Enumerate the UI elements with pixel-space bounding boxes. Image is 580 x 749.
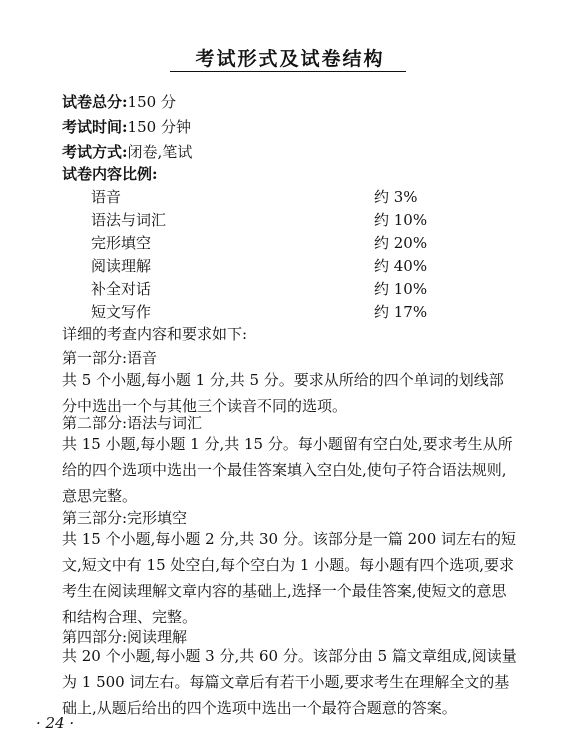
ratio-value: 约 10% [374,211,428,229]
exam-time-label: 考试时间: [62,118,128,136]
exam-mode-value: 闭卷,笔试 [127,143,193,161]
total-score-label: 试卷总分: [62,93,128,111]
ratio-value: 约 20% [374,234,428,252]
ratio-value: 约 10% [374,280,428,298]
page-number: · 24 · [36,714,75,732]
ratio-name: 完形填空 [91,234,152,252]
content-ratio-row [62,164,158,184]
section-heading: 第二部分:语法与词汇 [62,414,203,432]
total-score-row [62,92,176,112]
section-text: 共 20 个小题,每小题 3 分,共 60 分。该部分由 5 篇文章组成,阅读量为 1 500 词左右。每篇文章后有若干小题,要求考生在理解全文的基础上,从题后给出的四个选项中选出一个最符合题意的答案。 [62,647,517,717]
ratio-value: 约 17% [374,303,428,321]
content-ratio-label: 试卷内容比例: [62,165,158,183]
section-text: 共 15 小题,每小题 1 分,共 15 分。每小题留有空白处,要求考生从所给的四个选项中选出一个最佳答案填入空白处,使句子符合语法规则,意思完整。 [62,435,513,505]
details-intro: 详细的考查内容和要求如下: [62,325,248,343]
exam-time-row [62,117,191,137]
exam-mode-label: 考试方式: [62,143,128,161]
page-title: 考试形式及试卷结构 [195,48,385,70]
exam-mode-row [62,142,192,162]
section-heading: 第四部分:阅读理解 [62,628,188,646]
exam-time-value: 150 分钟 [127,118,191,136]
ratio-name: 补全对话 [91,280,152,298]
section-heading: 第三部分:完形填空 [62,509,188,527]
ratio-name: 语法与词汇 [91,211,167,229]
ratio-name: 语音 [91,188,122,206]
ratio-name: 阅读理解 [91,257,152,275]
ratio-name: 短文写作 [91,303,152,321]
ratio-value: 约 40% [374,257,428,275]
section-text: 共 15 个小题,每小题 2 分,共 30 分。该部分是一篇 200 词左右的短文,短文中有 15 处空白,每个空白为 1 小题。每小题有四个选项,要求考生在阅读理解文章内容的基础上,选择一个最佳答案,使短文的意思和结构合理、完整。 [62,530,517,626]
title-underline [170,71,406,72]
total-score-value: 150 分 [127,93,176,111]
section-heading: 第一部分:语音 [62,349,158,367]
section-text: 共 5 个小题,每小题 1 分,共 5 分。要求从所给的四个单词的划线部分中选出一个与其他三个读音不同的选项。 [62,371,504,415]
ratio-value: 约 3% [374,188,418,206]
